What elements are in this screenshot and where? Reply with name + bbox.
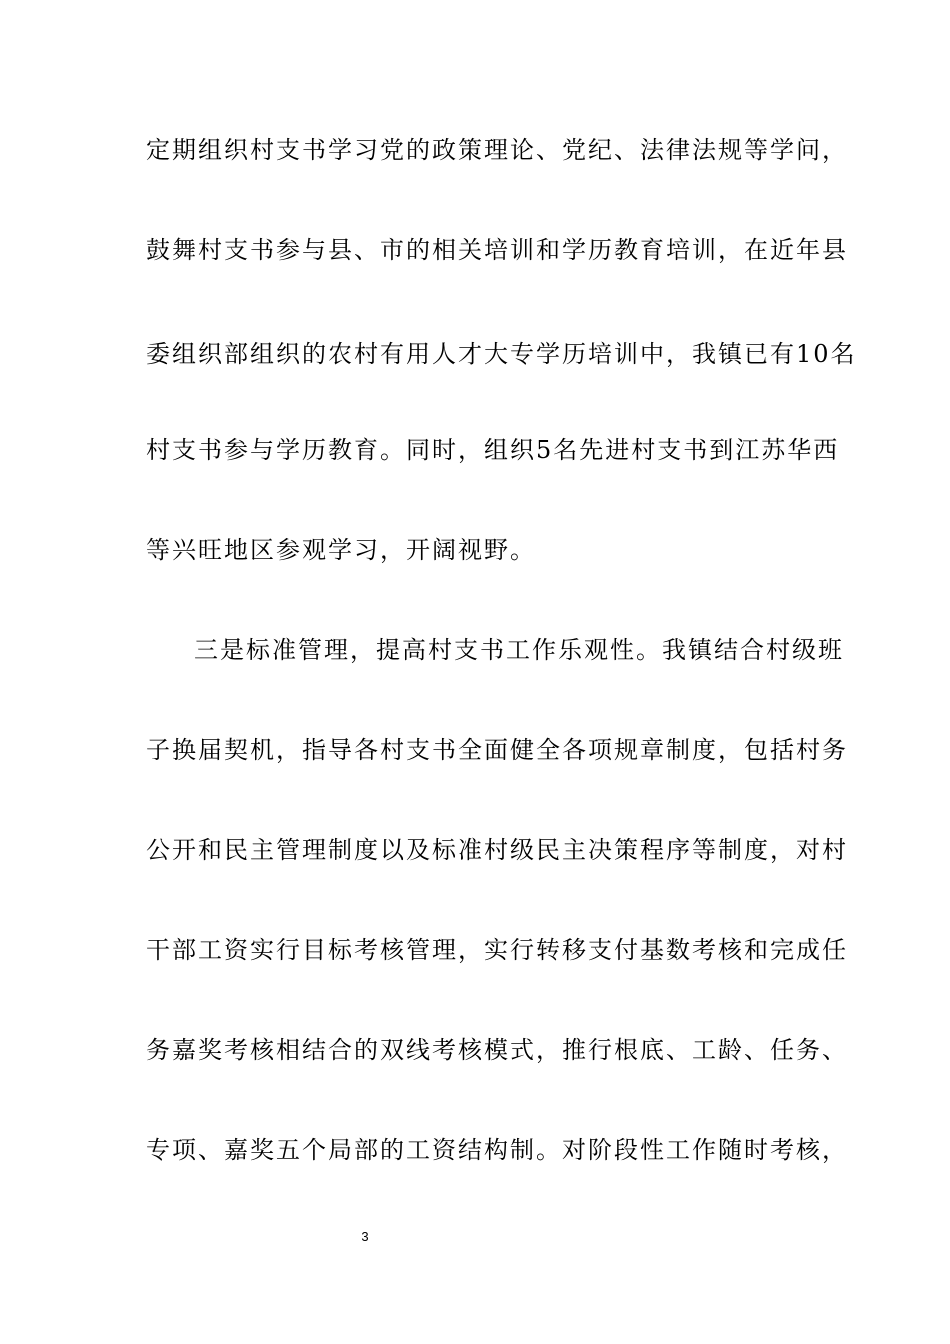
text-line-5: 等兴旺地区参观学习，开阔视野。 <box>146 536 536 564</box>
page-number: 3 <box>361 1229 369 1244</box>
text-line-4: 村支书参与学历教育。同时，组织5名先进村支书到江苏华西 <box>146 436 840 464</box>
text-line-7: 子换届契机，指导各村支书全面健全各项规章制度，包括村务 <box>146 736 848 764</box>
text-line-11: 专项、嘉奖五个局部的工资结构制。对阶段性工作随时考核， <box>146 1136 848 1164</box>
text-line-10: 务嘉奖考核相结合的双线考核模式，推行根底、工龄、任务、 <box>146 1036 848 1064</box>
text-line-1: 定期组织村支书学习党的政策理论、党纪、法律法规等学问， <box>146 136 848 164</box>
text-line-3: 委组织部组织的农村有用人才大专学历培训中，我镇已有10名 <box>146 340 857 368</box>
text-line-8: 公开和民主管理制度以及标准村级民主决策程序等制度，对村 <box>146 836 848 864</box>
paragraph-start-line: 三是标准管理，提高村支书工作乐观性。我镇结合村级班 <box>194 636 844 664</box>
text-line-2: 鼓舞村支书参与县、市的相关培训和学历教育培训，在近年县 <box>146 236 848 264</box>
text-line-9: 干部工资实行目标考核管理，实行转移支付基数考核和完成任 <box>146 936 848 964</box>
